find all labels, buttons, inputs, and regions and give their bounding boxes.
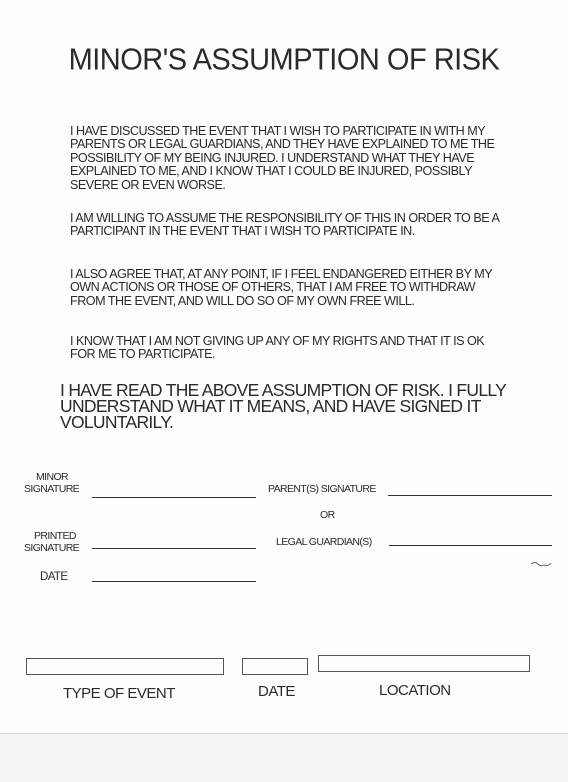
legal-guardian-label: LEGAL GUARDIAN(S) xyxy=(276,536,372,548)
event-type-box[interactable] xyxy=(26,658,224,675)
event-location-label: LOCATION xyxy=(379,682,451,699)
minor-label: MINOR xyxy=(36,471,68,483)
event-date-label: DATE xyxy=(258,683,295,700)
event-date-box[interactable] xyxy=(242,658,308,675)
paragraph-responsibility: I AM WILLING TO ASSUME THE RESPONSIBILITY OF THIS IN ORDER TO BE A PARTICIPANT IN THE EVENT THAT I WISH TO PARTICIPATE IN. xyxy=(70,211,499,239)
printed-label: PRINTED xyxy=(34,530,76,542)
or-label: OR xyxy=(320,509,335,521)
acknowledgement-statement: I HAVE READ THE ABOVE ASSUMPTION OF RISK. I FULLY UNDERSTAND WHAT IT MEANS, AND HAVE SIGNED IT VOLUNTARILY. xyxy=(60,380,506,432)
minor-signature-label: SIGNATURE xyxy=(24,483,80,495)
parent-signature-label: PARENT(S) SIGNATURE xyxy=(268,483,376,495)
paragraph-withdraw: I ALSO AGREE THAT, AT ANY POINT, IF I FEEL ENDANGERED EITHER BY MY OWN ACTIONS OR THOSE OF OTHERS, THAT I AM FREE TO WITHDRAW FROM THE EVENT, AND WILL DO SO OF MY OWN FREE WILL. xyxy=(70,267,492,308)
paragraph-rights: I KNOW THAT I AM NOT GIVING UP ANY OF MY RIGHTS AND THAT IT IS OK FOR ME TO PARTICIPATE. xyxy=(70,334,485,362)
date-line[interactable] xyxy=(92,581,256,582)
date-label: DATE xyxy=(40,571,68,583)
parent-signature-line[interactable] xyxy=(388,495,552,496)
printed-signature-line[interactable] xyxy=(92,548,256,549)
printed-signature-label: SIGNATURE xyxy=(24,542,80,554)
form-title: MINOR'S ASSUMPTION OF RISK xyxy=(68,43,500,77)
event-location-box[interactable] xyxy=(318,655,530,672)
legal-guardian-line[interactable] xyxy=(389,545,552,546)
scan-bottom-edge xyxy=(0,733,568,782)
event-type-label: TYPE OF EVENT xyxy=(63,685,175,702)
pen-mark-icon xyxy=(530,560,552,568)
paragraph-discussion: I HAVE DISCUSSED THE EVENT THAT I WISH TO PARTICIPATE IN WITH MY PARENTS OR LEGAL GUARDIANS, AND THEY HAVE EXPLAINED TO ME THE POSSIBILITY OF MY BEING INJURED. I UNDERSTAND WHAT THEY HAVE EXPLAINED TO ME, AND I KNOW THAT I COULD BE INJURED, POSSIBLY SEVERE OR EVEN WORSE. xyxy=(70,124,495,192)
minor-signature-line[interactable] xyxy=(92,497,256,498)
